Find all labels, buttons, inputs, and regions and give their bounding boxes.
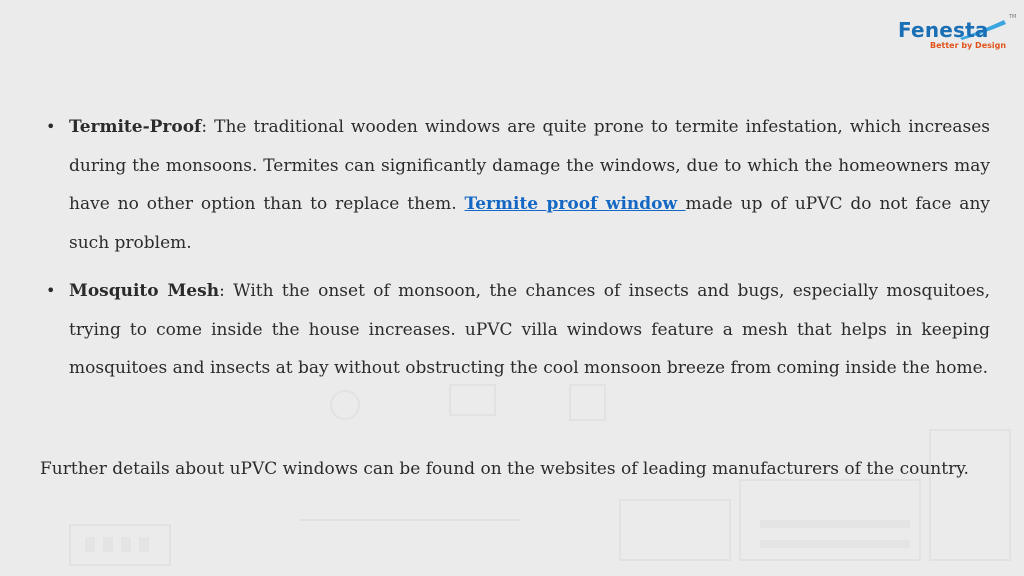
logo-brand: Fenesta [898, 18, 989, 42]
feature-list [44, 108, 990, 398]
fenesta-logo [896, 14, 1018, 58]
bullet-text-after: made up of uPVC do not face any such problem. [69, 194, 990, 253]
bullet-icon: • [46, 281, 56, 300]
list-item-termite-proof [44, 108, 990, 262]
bullet-separator: : [219, 281, 234, 301]
bullet-term: Termite-Proof [69, 117, 202, 137]
bullet-term: Mosquito Mesh [69, 281, 220, 301]
bullet-icon: • [46, 117, 56, 136]
bullet-text: With the onset of monsoon, the chances of insects and bugs, especially mosquitoes, trying to come inside the house increases. uPVC villa windows feature a mesh that helps in keeping mosquitoes and insects at bay without obstructing the cool monsoon breeze from coming inside the home. [69, 281, 991, 378]
footer-paragraph: Further details about uPVC windows can be found on the websites of leading manufacturers of the country. [40, 459, 969, 479]
logo-trademark: TM [1009, 14, 1017, 20]
bullet-separator: : [201, 117, 215, 137]
termite-proof-window-link[interactable]: Termite proof window [464, 194, 686, 214]
list-item-mosquito-mesh [44, 272, 990, 388]
bullet-text: The traditional wooden windows are quite prone to termite infestation, which increases during the monsoons. Termites can significantly damage the windows, due to which the homeowners may have no other option than to replace them. [69, 117, 990, 214]
logo-tagline: Better by Design [930, 41, 1007, 50]
